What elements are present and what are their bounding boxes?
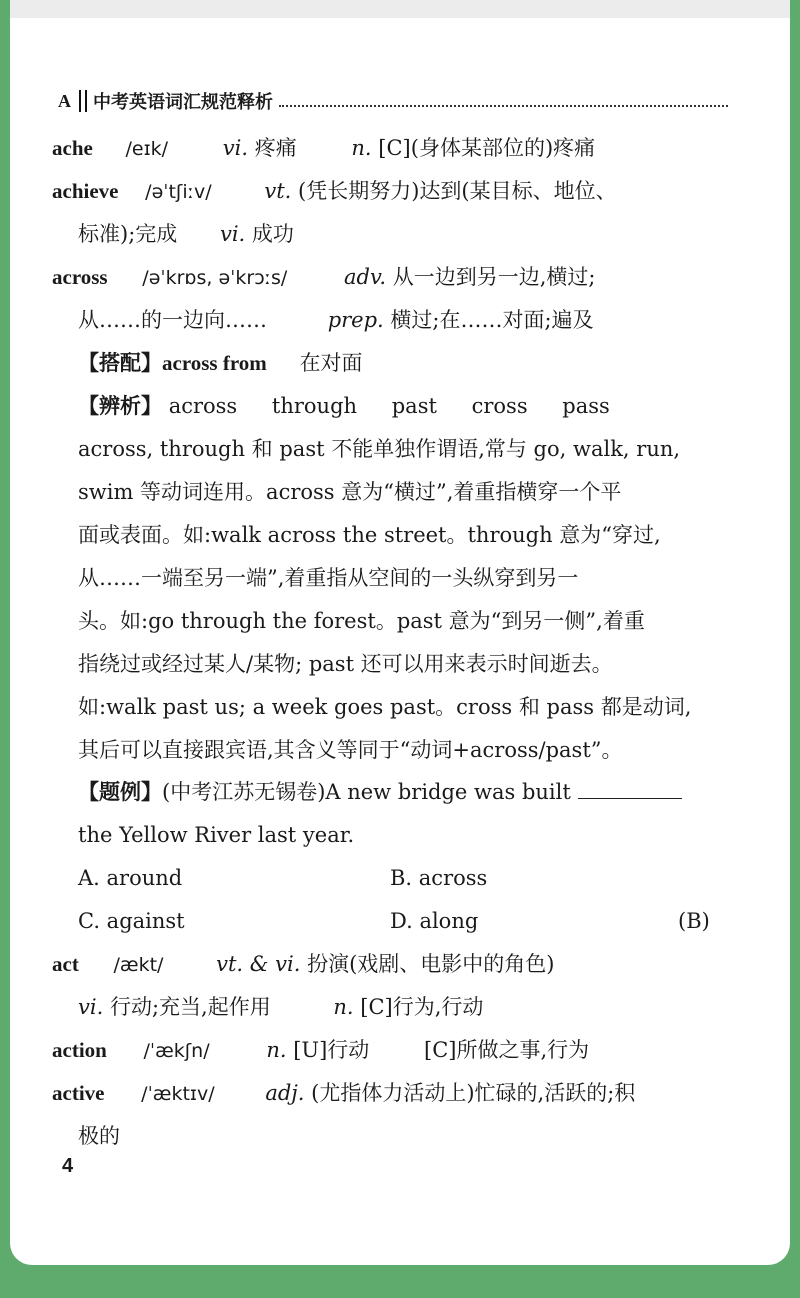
- analysis-line: swim 等动词连用。across 意为“横过”,着重指横穿一个平: [78, 480, 622, 504]
- example-question-cont: the Yellow River last year.: [78, 823, 355, 847]
- analysis-line: 头。如:go through the forest。past 意为“到另一侧”,着重: [78, 609, 645, 633]
- running-head-title: 中考英语词汇规范释析: [93, 92, 273, 113]
- running-head-letter: A: [58, 90, 71, 111]
- running-head: [58, 88, 728, 114]
- entry-ache: ache /eɪk/ vi. 疼痛 n. [C](身体某部位的)疼痛: [52, 136, 596, 160]
- option-d: D. along: [390, 909, 479, 933]
- option-c: C. against: [78, 909, 185, 933]
- entry-active: active /ˈæktɪv/ adj. (尤指体力活动上)忙碌的,活跃的;积: [52, 1081, 636, 1105]
- analysis-line: 其后可以直接跟宾语,其含义等同于“动词+across/past”。: [78, 738, 623, 762]
- analysis-line: 如:walk past us; a week goes past。cross 和 pass 都是动词,: [78, 695, 692, 719]
- analysis-line: 从……一端至另一端”,着重指从空间的一头纵穿到另一: [78, 566, 579, 590]
- analysis-header: 【辨析】 across through past cross pass: [78, 393, 610, 418]
- entry-act: act /ækt/ vt. & vi. 扮演(戏剧、电影中的角色): [52, 952, 555, 976]
- page-number: 4: [62, 1155, 74, 1177]
- option-b: B. across: [390, 866, 488, 890]
- example-question: 【题例】(中考江苏无锡卷)A new bridge was built: [78, 778, 682, 806]
- analysis-line: 指绕过或经过某人/某物; past 还可以用来表示时间逝去。: [78, 652, 613, 676]
- entry-act-cont: vi. 行动;充当,起作用 n. [C]行为,行动: [78, 995, 484, 1019]
- top-band: [10, 0, 790, 18]
- entry-action: action /ˈækʃn/ n. [U]行动 [C]所做之事,行为: [52, 1038, 590, 1062]
- dotted-leader: [279, 95, 728, 107]
- answer-blank: [578, 780, 682, 799]
- entry-across: across /əˈkrɒs, əˈkrɔːs/ adv. 从一边到另一边,横过;: [52, 265, 596, 289]
- option-a: A. around: [78, 866, 183, 890]
- entry-across-cont: 从……的一边向…… prep. 横过;在……对面;遍及: [78, 308, 594, 332]
- analysis-line: 面或表面。如:walk across the street。through 意为“穿过,: [78, 523, 661, 547]
- entry-active-cont: 极的: [78, 1124, 120, 1148]
- answer: (B): [678, 909, 710, 933]
- entry-achieve-cont: 标准);完成 vi. 成功: [78, 222, 294, 246]
- analysis-line: across, through 和 past 不能单独作谓语,常与 go, walk, run,: [78, 437, 681, 461]
- entry-achieve: achieve /əˈtʃiːv/ vt. (凭长期努力)达到(某目标、地位、: [52, 179, 617, 203]
- collocation: 【搭配】across from 在对面: [78, 350, 363, 375]
- page: [10, 0, 790, 1265]
